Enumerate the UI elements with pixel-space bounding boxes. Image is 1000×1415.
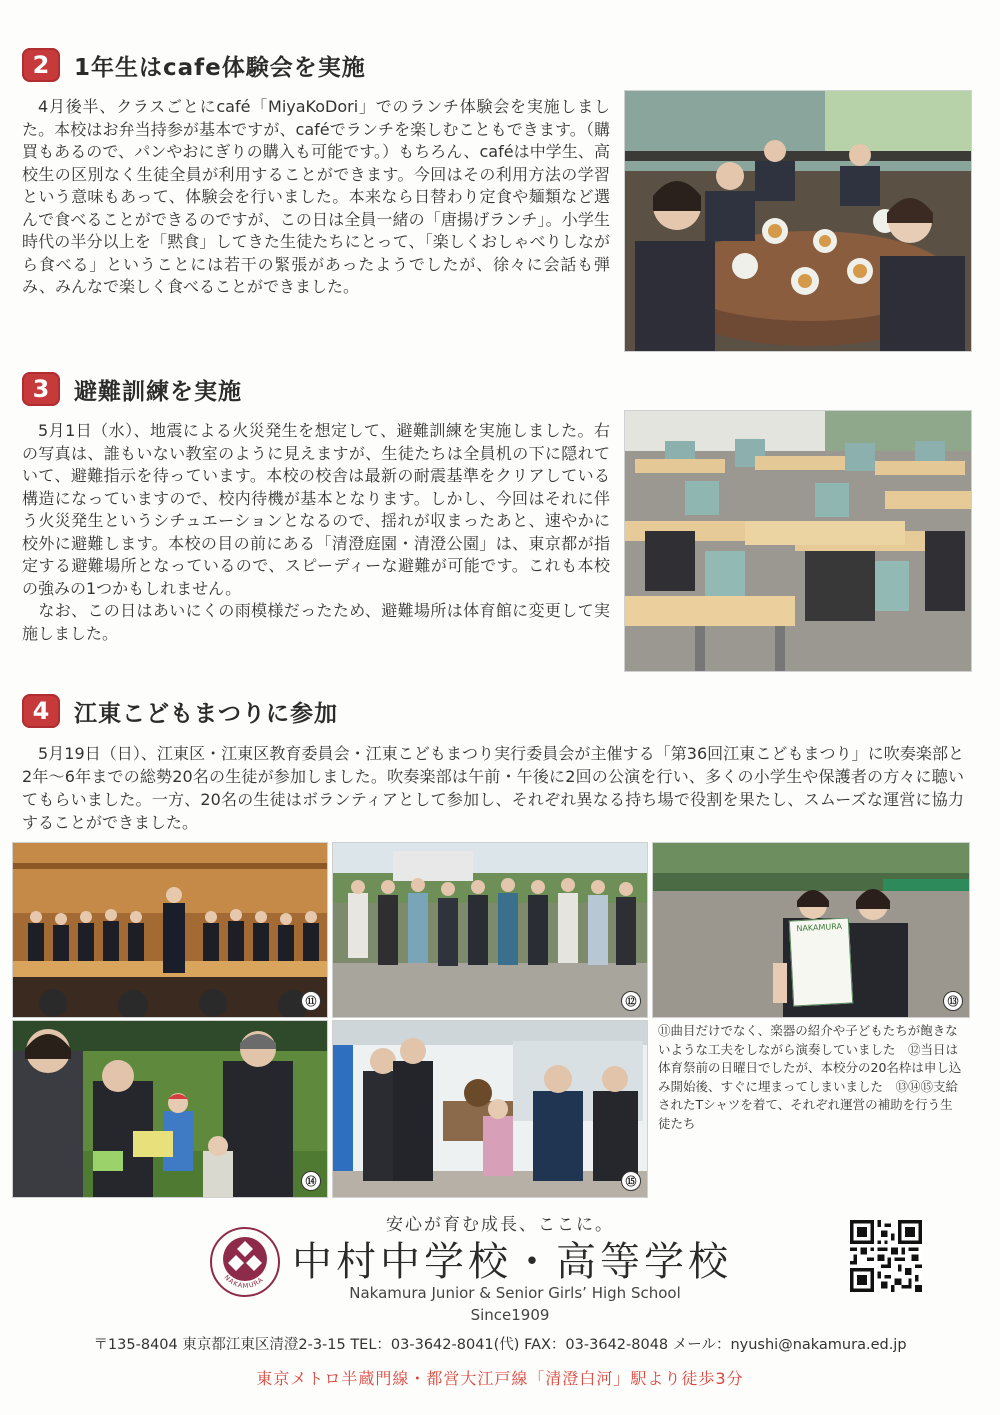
sign-text: NAKAMURA xyxy=(796,921,843,934)
section-title: 避難訓練を実施 xyxy=(74,378,242,405)
qr-code-icon[interactable] xyxy=(850,1220,922,1292)
photo-number-badge: ⑮ xyxy=(621,1171,641,1191)
section-title: 1年生はcafe体験会を実施 xyxy=(74,54,366,81)
photo-number-badge: ⑭ xyxy=(301,1171,321,1191)
volunteers-with-sign-photo xyxy=(652,842,970,1018)
section-3-body: 5月1日（水）、地震による火災発生を想定して、避難訓練を実施しました。右の写真は、誰もいない教室のように見えますが、生徒たちは全員机の下に隠れていて、避難指示を待っています。本校の校舎は最新の耐震基準をクリアしている構造になっていますので、校内待機が基本となります。しかし、今回はそれに伴う火災発生というシチュエーションとなるので、揺れが収まったあと、速やかに校外に避難します。本校の目の前にある「清澄庭園・清澄公園」は、東京都が指定する避難場所となっているので、スピーディーな避難が可能です。これも本校の強みの1つかもしれません。 なお、この日はあいにくの雨模様だったため、避難場所は体育館に変更して実施しました。 xyxy=(22,421,610,643)
school-since: Since1909 xyxy=(470,1306,550,1324)
evacuation-classroom-photo xyxy=(624,410,972,672)
section-title: 江東こどもまつりに参加 xyxy=(74,700,338,727)
brass-band-photo xyxy=(12,842,328,1018)
section-2-body: 4月後半、クラスごとにcafé「MiyaKoDori」でのランチ体験会を実施しました。本校はお弁当持参が基本ですが、caféでランチを楽しむこともできます。（購買もあるので、パンやおにぎりの購入も可能です。）もちろん、caféは中学生、高校生の区別なく生徒全員が利用することができます。今回はその利用方法の学習という意味もあって、体験会を行いました。本来なら日替わり定食や麺類など選んで食べることができるのですが、この日は全員一緒の「唐揚げランチ」。小学生時代の半分以上を「黙食」してきた生徒たちにとって、「楽しくおしゃべりしながら食べる」ということには若干の緊張があったようでしたが、徐々に会話も弾み、みんなで楽しく食べることができました。 xyxy=(22,97,610,296)
children-activity-photo xyxy=(12,1020,328,1198)
staff-booth-photo xyxy=(332,1020,648,1198)
section-4-heading xyxy=(22,694,338,728)
handwritten-sign xyxy=(789,917,853,1006)
photo-caption: ⑪曲目だけでなく、楽器の紹介や子どもたちが飽きないような工夫をしながら演奏していました ⑫当日は体育祭前の日曜日でしたが、本校分の20名枠は申し込み開始後、すぐに埋まってしまいました ⑬⑭⑮支給されたTシャツを着て、それぞれ運営の補助を行う生徒たち xyxy=(658,1023,962,1131)
section-number-badge: 2 xyxy=(22,48,60,82)
section-2-heading xyxy=(22,48,366,82)
school-name: 中村中学校・高等学校 xyxy=(292,1239,732,1285)
photo-number-badge: ⑫ xyxy=(621,991,641,1011)
section-3-heading xyxy=(22,372,242,406)
crest-text: NAKAMURA xyxy=(222,1273,266,1290)
photo-number-badge: ⑬ xyxy=(943,991,963,1011)
volunteer-group-photo xyxy=(332,842,648,1018)
access-info: 東京メトロ半蔵門線・都営大江戸線「清澄白河」駅より徒歩3分 xyxy=(256,1369,744,1388)
cafe-lunch-photo xyxy=(624,90,972,352)
footer-tagline: 安心が育む成長、ここに。 xyxy=(386,1215,614,1235)
contact-address: 〒135-8404 東京都江東区清澄2-3-15 TEL：03-3642-8041(代) FAX：03-3642-8048 メール：nyushi@nakamura.ed.jp xyxy=(93,1337,907,1353)
section-number-badge: 3 xyxy=(22,372,60,406)
section-4-body: 5月19日（日）、江東区・江東区教育委員会・江東こどもまつり実行委員会が主催する「第36回江東こどもまつり」に吹奏楽部と2年～6年までの総勢20名の生徒が参加しました。吹奏楽部は午前・午後に2回の公演を行い、多くの小学生や保護者の方々に聴いてもらいました。一方、20名の生徒はボランティアとして参加し、それぞれ異なる持ち場で役割を果たし、スムーズな運営に協力することができました。 xyxy=(22,744,964,832)
school-name-english: Nakamura Junior & Senior Girls’ High School xyxy=(349,1284,681,1302)
section-number-badge: 4 xyxy=(22,694,60,728)
photo-number-badge: ⑪ xyxy=(301,991,321,1011)
